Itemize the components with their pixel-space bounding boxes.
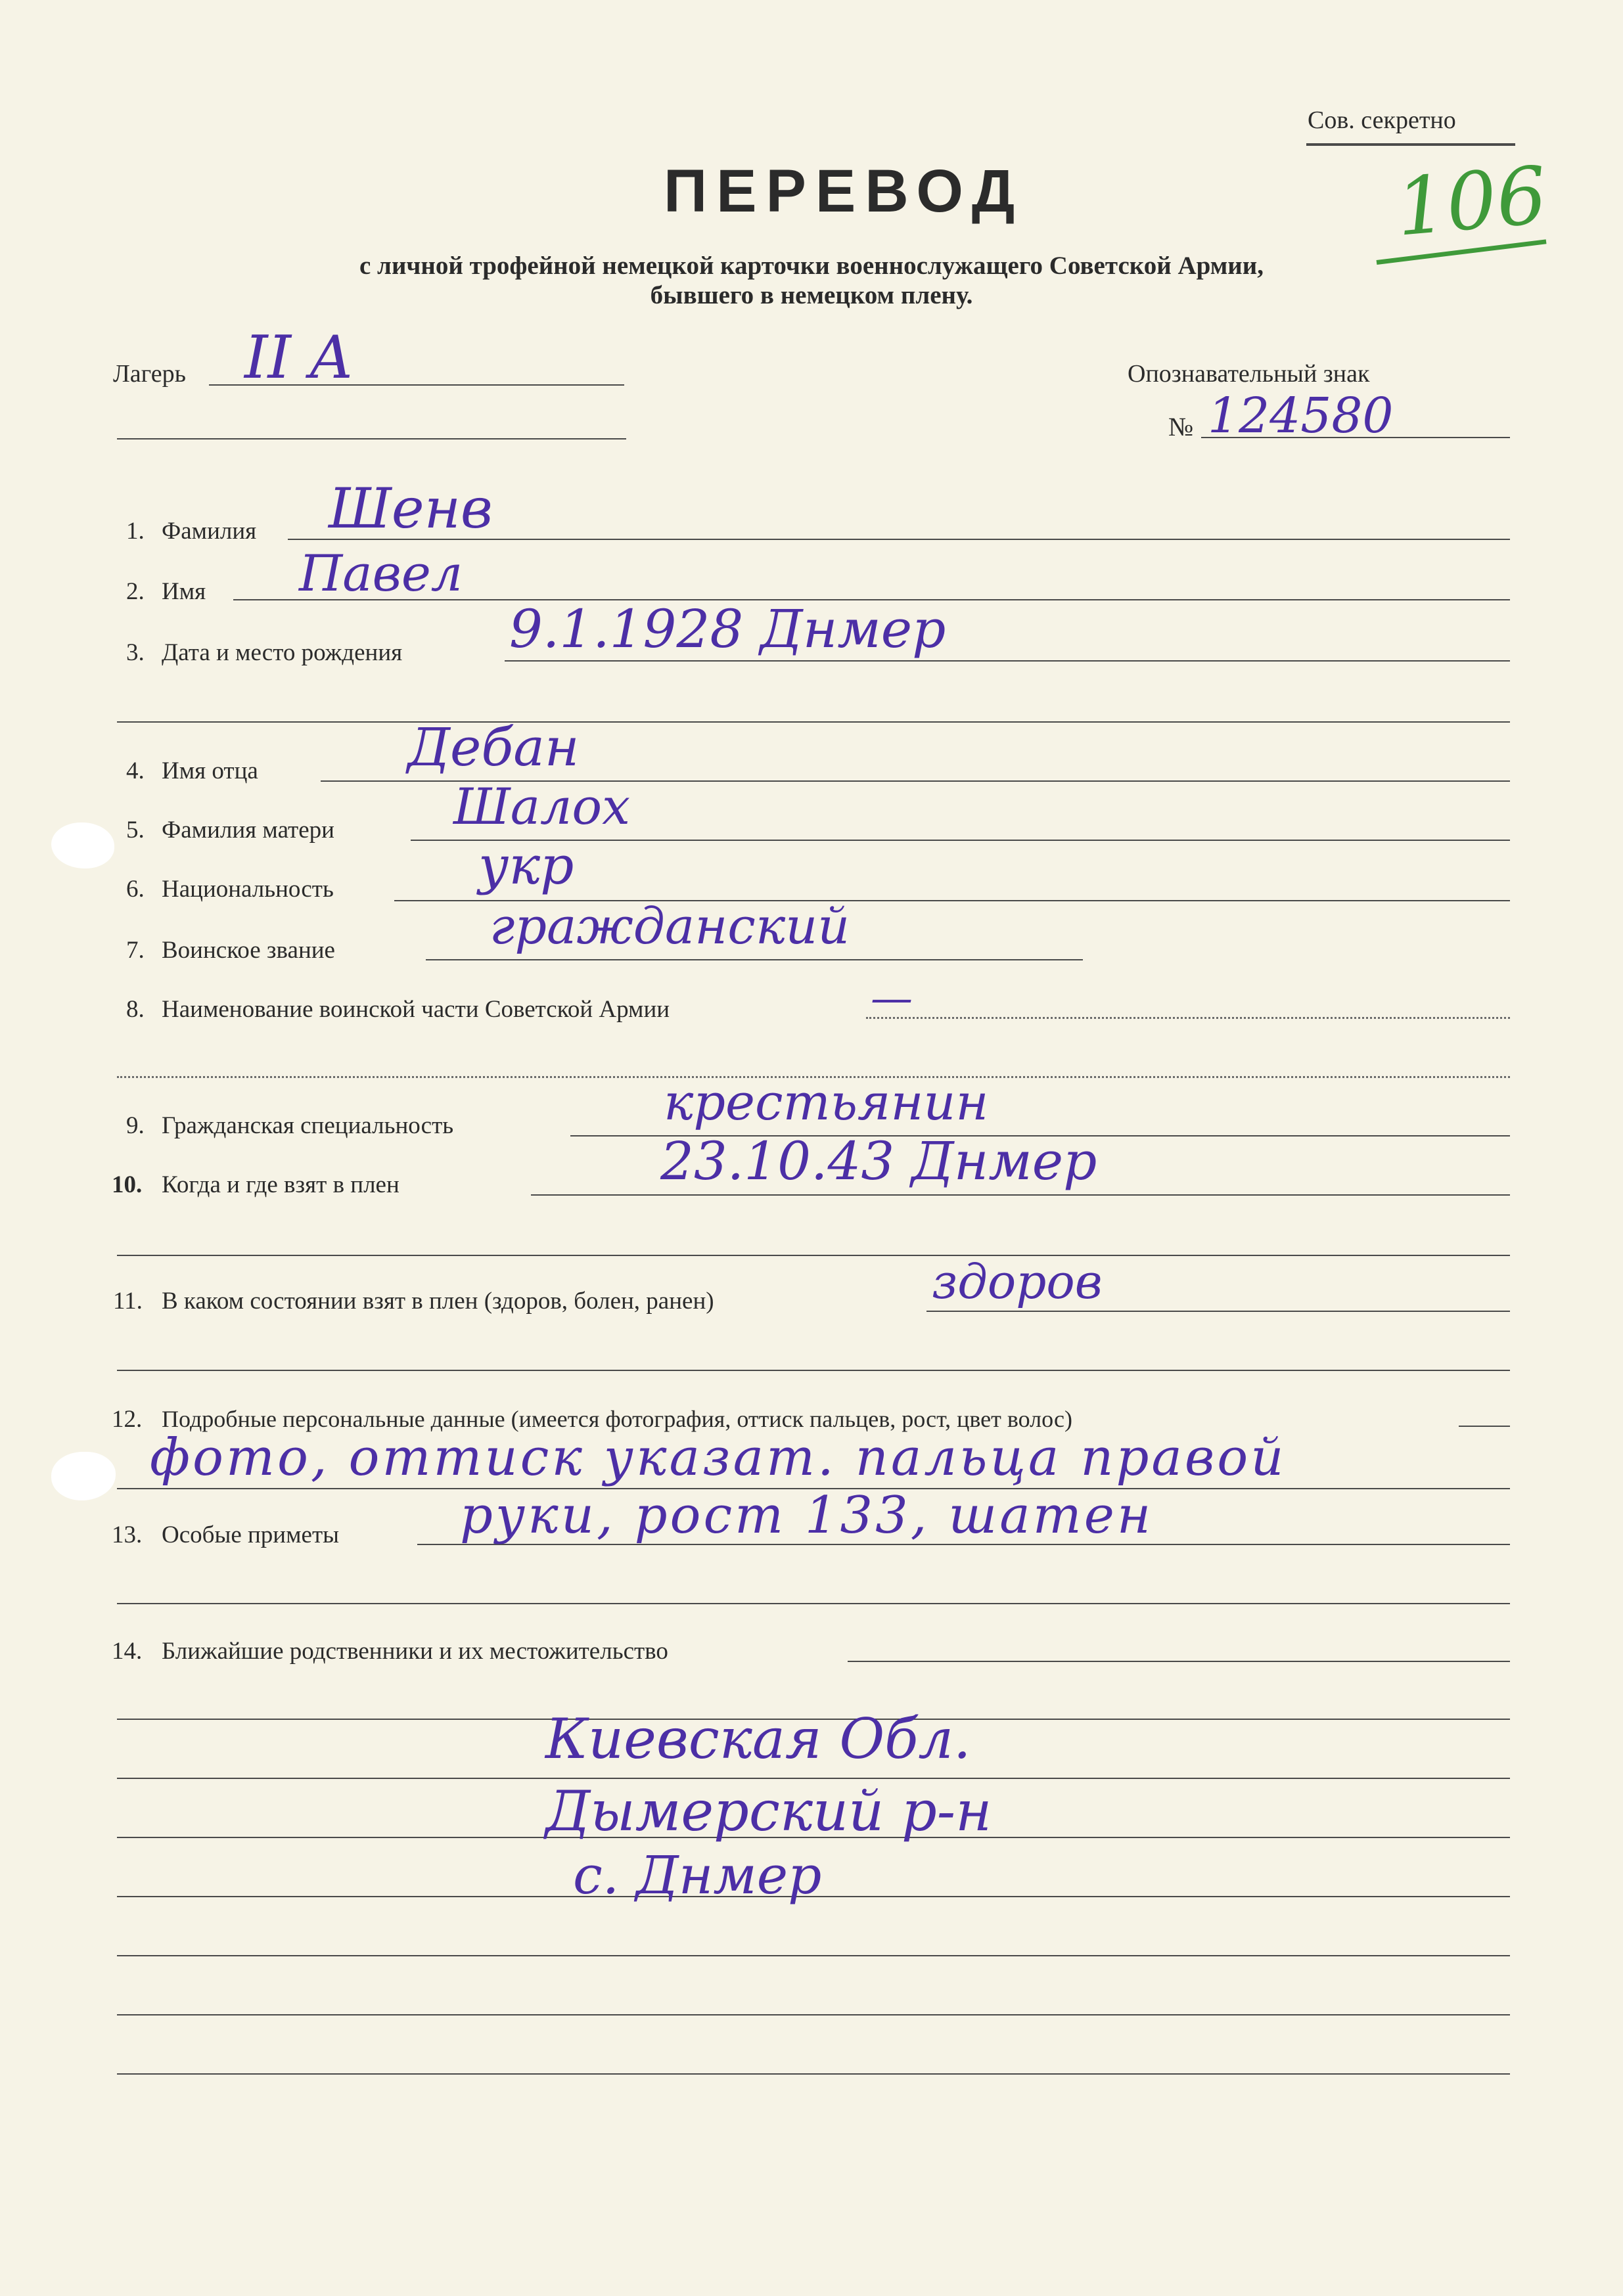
field-11-line: [926, 1311, 1510, 1312]
field-7-value: гражданский: [490, 897, 850, 955]
field-3-extra-line: [117, 721, 1510, 723]
field-9-number: 9.: [126, 1112, 145, 1139]
identification-label: Опознавательный знак: [1128, 360, 1370, 388]
field-14-number: 14.: [112, 1638, 143, 1665]
field-1-number: 1.: [126, 518, 145, 545]
field-8-number: 8.: [126, 996, 145, 1023]
document-title: ПЕРЕВОД: [664, 158, 1024, 225]
field-12-label: Подробные персональные данные (имеется фотография, оттиск пальцев, рост, цвет волос): [162, 1406, 1072, 1432]
field-14-value-line-2: Дымерский р-н: [545, 1779, 992, 1843]
field-11-number: 11.: [113, 1288, 143, 1315]
field-14-line: [848, 1661, 1510, 1662]
field-14-extra-line-6: [117, 2014, 1510, 2015]
field-3-number: 3.: [126, 639, 145, 666]
field-10-extra-line: [117, 1255, 1510, 1256]
field-2-label: Имя: [162, 578, 206, 605]
field-13-extra-line: [117, 1603, 1510, 1604]
field-7-line: [426, 959, 1083, 960]
field-10-value: 23.10.43 Днмер: [660, 1131, 1097, 1192]
field-1-label: Фамилия: [162, 518, 257, 545]
field-14-extra-line-7: [117, 2073, 1510, 2075]
field-11-extra-line: [117, 1370, 1510, 1371]
field-2-value: Павел: [299, 544, 463, 602]
field-12-number: 12.: [112, 1406, 143, 1433]
field-8-value: —: [871, 974, 913, 1023]
field-1-value: Шенв: [329, 476, 493, 541]
classification-underline: [1306, 143, 1515, 146]
field-10-label: Когда и где взят в плен: [162, 1171, 400, 1198]
field-7-label: Воинское звание: [162, 937, 335, 964]
field-12-value: фото, оттиск указат. пальца правой: [150, 1428, 1287, 1487]
camp-value: II A: [244, 323, 353, 392]
field-6-number: 6.: [126, 876, 145, 903]
field-11-value: здоров: [932, 1254, 1103, 1309]
field-9-value: крестьянин: [664, 1073, 989, 1131]
field-10-line: [531, 1194, 1510, 1196]
field-3-label: Дата и место рождения: [162, 639, 403, 666]
field-4-number: 4.: [126, 757, 145, 784]
field-8-label: Наименование воинской части Советской Армии: [162, 996, 670, 1023]
field-13-label: Особые приметы: [162, 1521, 339, 1548]
field-8-line: [866, 1017, 1510, 1019]
field-5-number: 5.: [126, 817, 145, 844]
field-14-value-line-1: Киевская Обл.: [545, 1707, 971, 1771]
field-14-extra-line-5: [117, 1955, 1510, 1956]
field-3-value: 9.1.1928 Днмер: [509, 598, 946, 660]
field-5-value: Шалох: [453, 777, 631, 836]
field-4-value: Дебан: [407, 717, 580, 778]
field-5-label: Фамилия матери: [162, 817, 334, 844]
field-7-number: 7.: [126, 937, 145, 964]
punch-hole-upper: [51, 822, 114, 868]
field-14-label: Ближайшие родственники и их местожительство: [162, 1638, 668, 1665]
subtitle-line-1: с личной трофейной немецкой карточки военнослужащего Советской Армии,: [359, 252, 1264, 280]
field-6-label: Национальность: [162, 876, 334, 903]
field-9-label: Гражданская специальность: [162, 1112, 454, 1139]
field-4-label: Имя отца: [162, 757, 258, 784]
field-2-number: 2.: [126, 578, 145, 605]
field-3-line: [505, 660, 1510, 662]
field-12-line: [1459, 1426, 1510, 1427]
camp-extra-line: [117, 438, 626, 439]
subtitle-line-2: бывшего в немецком плену.: [650, 281, 973, 309]
field-14-value-line-3: с. Днмер: [573, 1845, 822, 1906]
field-5-line: [411, 840, 1510, 841]
identification-number-prefix: №: [1168, 412, 1194, 441]
identification-number: 124580: [1208, 388, 1394, 444]
field-13-value: руки, рост 133, шатен: [460, 1486, 1154, 1545]
field-13-number: 13.: [112, 1521, 143, 1548]
field-6-value: укр: [478, 835, 574, 896]
camp-label: Лагерь: [113, 360, 186, 388]
archive-number: 106: [1392, 150, 1551, 254]
classification-label: Сов. секретно: [1308, 106, 1456, 134]
field-10-number: 10.: [112, 1171, 143, 1198]
field-11-label: В каком состоянии взят в плен (здоров, болен, ранен): [162, 1288, 714, 1315]
punch-hole-lower: [51, 1452, 116, 1500]
